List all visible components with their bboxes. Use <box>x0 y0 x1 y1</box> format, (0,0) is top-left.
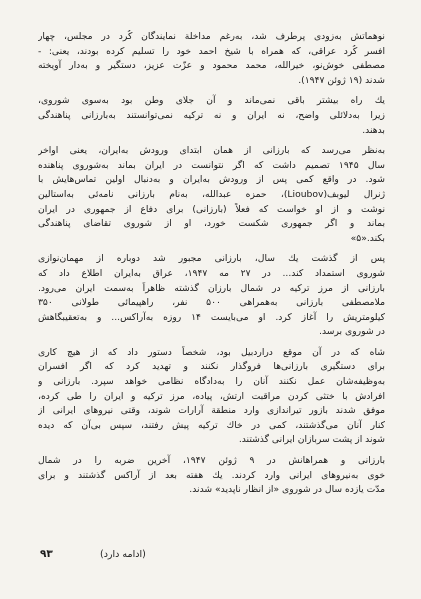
text-line: خوی بەنیروهای ایرانی وارد کردند. یك هفته بعد از آراکس گذشتند و برای <box>38 469 385 481</box>
text-line: یك راه بیشتر باقی نمی‌ماند و آن جلای وطن بود بەسوی شوروی، <box>38 95 385 107</box>
text-line: افسر کُرد عراقی، که همراه با شیخ احمد خود را تسلیم کرده بودند، یعنی: - <box>38 45 385 57</box>
body-text <box>38 30 385 504</box>
text-line: نوشت و از او خواست که فعلاً (بارزانی) برای دفاع از جمهوری در ایران <box>38 203 385 215</box>
text-line: شاه که در آن موقع دراردبیل بود، شخصاً دستور داد که از هیچ کاری <box>38 346 385 358</box>
page-number: ۹۳ <box>40 548 53 560</box>
text-line: ملامصطفی بارزانی بەهمراهی ۵۰۰ نفر، راهپیمائی طولانی ۳۵۰ <box>38 297 385 309</box>
text-line: شدند (۱۹ ژوئن ۱۹۴۷). <box>298 74 385 86</box>
text-line: بەوظیفەشان عمل نکنند آنان را بەدادگاه نظامی خواهد سپرد. بارزانی و <box>38 376 385 388</box>
paragraph <box>38 94 385 138</box>
paragraph <box>38 144 385 246</box>
to-be-continued-note: (ادامه دارد) <box>100 549 146 560</box>
text-line: برای دستگیری بارزانی‌ها فروگذار نکنند و تهدید کرد که اگر افسران <box>38 361 385 373</box>
text-line: مدّت یازده سال در شوروی «از انظار ناپدید» شدند. <box>189 484 385 496</box>
text-line: موفق شدند بازور تیراندازی وارد منطقة آرارات شوند، وقتی نیروهای ایرانی از <box>38 405 385 417</box>
text-line: بماند و اگر جمهوری شکست خورد، او از شوروی تقاضای پناهندگی <box>38 218 385 230</box>
text-line: ژنرال لیوبف(Lioubov)، حمزه عبدالله، بەنام بارزانی نامه‌ئی بەاستالین <box>38 188 385 200</box>
paragraph <box>38 346 385 448</box>
text-line: شوند از پشت سربازان ایرانی گذشتند. <box>238 434 385 446</box>
page-footer <box>38 548 385 564</box>
text-line: زیرا بەدلائلی واضح، نه ایران و نه ترکیه نمی‌توانستند بەبارزانی پناهندگی <box>38 109 385 121</box>
paragraph <box>38 454 385 498</box>
text-line: بەنظر می‌رسد که بارزانی از همان ابتدای ورودش بەایران، یعنی اواخر <box>38 145 385 157</box>
paragraph <box>38 252 385 340</box>
text-line: کیلومتریش را آغاز کرد. او می‌بایست ۱۴ روزه بەآراکس... و بەتعقیبگاهش <box>38 311 385 323</box>
text-line: بکند.«۵» <box>350 232 385 244</box>
text-line: مصطفی خوش‌نو، خیرالله، محمد محمود و عزّت عزیز، دستگیر و بەدار آویخته <box>38 60 385 72</box>
text-line: سال ۱۹۴۵ تصمیم داشت که اگر نتوانست در ایران بماند بەشوروی پناهنده <box>38 159 385 171</box>
text-line: شود. در واقع کمی پس از ورودش بەایران و بەدنبال اولین تماس‌هایش با <box>38 174 385 186</box>
paragraph <box>38 30 385 88</box>
text-line: کنار آنان می‌گذشتند، کمی در خاك ترکیه پیش رفتند، سپس بی‌آن که دیده <box>38 419 385 431</box>
text-line: بارزانی از مرز ترکیه در شمال بارزان گذشته ظاهراً بەسمت ایران می‌رود. <box>38 282 385 294</box>
text-line: نوهماتش بەزودی پرطرف شد، بەرغم مداخلة نمایندگان کُرد در مجلس، چهار <box>38 31 385 42</box>
text-line: بدهند. <box>362 124 385 136</box>
text-line: افرادش با ختثی کردن مراقبت ارتش، پیاده، مرز ترکیه و ایران را طی کرده، <box>38 390 385 402</box>
text-line: شوروی استمداد کند... در ۲۷ مه ۱۹۴۷، عراق بەایران اطلاع داد که <box>38 267 385 279</box>
text-line: پس از گذشت یك سال، بارزانی مجبور شد دوباره از مهمان‌نوازی <box>38 253 385 265</box>
text-line: در شوروی برسد. <box>319 326 385 338</box>
text-line: بارزانی و همراهانش در ۹ ژوئن ۱۹۴۷، آخرین ضربه را در شمال <box>38 455 385 467</box>
